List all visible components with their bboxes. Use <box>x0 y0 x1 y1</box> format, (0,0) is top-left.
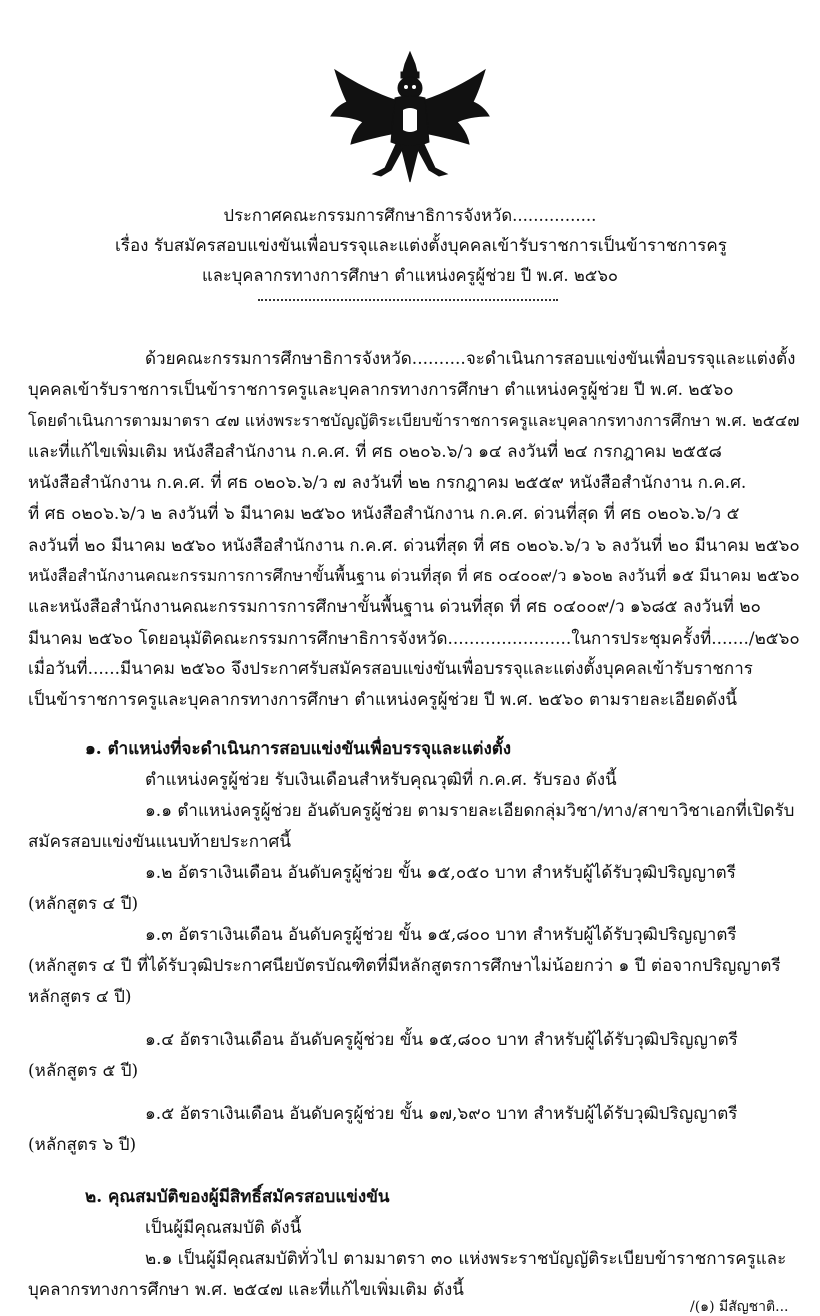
item-1-3-cont-2: หลักสูตร ๔ ปี) <box>28 987 132 1007</box>
item-1-4: ๑.๔ อัตราเงินเดือน อันดับครูผู้ช่วย ขั้น ๑๕,๘๐๐ บาท สำหรับผู้ได้รับวุฒิปริญญาตรี <box>145 1030 738 1050</box>
item-1-2-cont: (หลักสูตร ๔ ปี) <box>28 894 139 914</box>
body-line-10: มีนาคม ๒๕๖๐ โดยอนุมัติคณะกรรมการศึกษาธิการจังหวัด.......................ในการประชุมครั้งที่......./๒๕๖๐ <box>28 628 800 648</box>
body-line-3: โดยดำเนินการตามมาตรา ๔๗ แห่งพระราชบัญญัติระเบียบข้าราชการครูและบุคลากรทางการศึกษา พ.ศ. ๒๕๔๗ <box>28 411 800 430</box>
item-1-3: ๑.๓ อัตราเงินเดือน อันดับครูผู้ช่วย ขั้น ๑๕,๘๐๐ บาท สำหรับผู้ได้รับวุฒิปริญญาตรี <box>145 925 737 945</box>
body-line-1: ด้วยคณะกรรมการศึกษาธิการจังหวัด..........จะดำเนินการสอบแข่งขันเพื่อบรรจุและแต่งตั้ง <box>145 349 796 369</box>
section-1-heading: ๑. ตำแหน่งที่จะดำเนินการสอบแข่งขันเพื่อบรรจุและแต่งตั้ง <box>85 739 512 759</box>
section-2-heading: ๒. คุณสมบัติของผู้มีสิทธิ์สมัครสอบแข่งขัน <box>85 1187 390 1207</box>
body-line-8: หนังสือสำนักงานคณะกรรมการการศึกษาขั้นพื้นฐาน ด่วนที่สุด ที่ ศธ ๐๔๐๐๙/ว ๑๖๐๒ ลงวันที่ ๑๕ มีนาคม ๒๕๖๐ <box>28 566 800 585</box>
item-1-4-cont: (หลักสูตร ๕ ปี) <box>28 1061 139 1081</box>
body-line-5: หนังสือสำนักงาน ก.ค.ศ. ที่ ศธ ๐๒๐๖.๖/ว ๗ ลงวันที่ ๒๒ กรกฎาคม ๒๕๕๙ หนังสือสำนักงาน ก.ค.ศ. <box>28 473 747 493</box>
header-title: ประกาศคณะกรรมการศึกษาธิการจังหวัด................ <box>223 206 597 225</box>
header-subject: เรื่อง รับสมัครสอบแข่งขันเพื่อบรรจุและแต่งตั้งบุคคลเข้ารับราชการเป็นข้าราชการครู <box>115 236 727 256</box>
item-1-3-cont: (หลักสูตร ๔ ปี ที่ได้รับวุฒิประกาศนียบัตรบัณฑิตที่มีหลักสูตรการศึกษาไม่น้อยกว่า ๑ ปี ต่อจากปริญญาตรี <box>28 956 781 976</box>
body-line-4: และที่แก้ไขเพิ่มเติม หนังสือสำนักงาน ก.ค.ศ. ที่ ศธ ๐๒๐๖.๖/ว ๑๔ ลงวันที่ ๒๔ กรกฎาคม ๒๕๕๘ <box>28 442 722 462</box>
body-line-2: บุคคลเข้ารับราชการเป็นข้าราชการครูและบุคลากรทางการศึกษา ตำแหน่งครูผู้ช่วย ปี พ.ศ. ๒๕๖๐ <box>28 380 734 400</box>
section-2-intro: เป็นผู้มีคุณสมบัติ ดังนี้ <box>145 1218 302 1238</box>
section-1-intro: ตำแหน่งครูผู้ช่วย รับเงินเดือนสำหรับคุณวุฒิที่ ก.ค.ศ. รับรอง ดังนี้ <box>145 770 617 790</box>
item-2-1-cont: บุคลากรทางการศึกษา พ.ศ. ๒๕๔๗ และที่แก้ไขเพิ่มเติม ดังนี้ <box>28 1280 464 1300</box>
body-line-6: ที่ ศธ ๐๒๐๖.๖/ว ๒ ลงวันที่ ๖ มีนาคม ๒๕๖๐ หนังสือสำนักงาน ก.ค.ศ. ด่วนที่สุด ที่ ศธ ๐๒๐๖.๖/ว ๕ <box>28 504 740 524</box>
garuda-emblem-icon <box>325 50 495 188</box>
item-1-5-cont: (หลักสูตร ๖ ปี) <box>28 1135 137 1155</box>
body-line-7: ลงวันที่ ๒๐ มีนาคม ๒๕๖๐ หนังสือสำนักงาน ก.ค.ศ. ด่วนที่สุด ที่ ศธ ๐๒๐๖.๖/ว ๖ ลงวันที่ ๒๐ มีนาคม ๒๕๖๐ <box>28 535 800 555</box>
body-line-9: และหนังสือสำนักงานคณะกรรมการการศึกษาขั้นพื้นฐาน ด่วนที่สุด ที่ ศธ ๐๔๐๐๙/ว ๑๖๘๕ ลงวันที่ ๒๐ <box>28 597 761 617</box>
page-continuation: /(๑) มีสัญชาติ... <box>690 1299 789 1315</box>
item-1-1-cont: สมัครสอบแข่งขันแนบท้ายประกาศนี้ <box>28 832 291 852</box>
item-1-1: ๑.๑ ตำแหน่งครูผู้ช่วย อันดับครูผู้ช่วย ตามรายละเอียดกลุ่มวิชา/ทาง/สาขาวิชาเอกที่เปิดรับ <box>145 801 795 821</box>
item-2-1: ๒.๑ เป็นผู้มีคุณสมบัติทั่วไป ตามมาตรา ๓๐ แห่งพระราชบัญญัติระเบียบข้าราชการครูและ <box>145 1249 787 1269</box>
item-1-5: ๑.๕ อัตราเงินเดือน อันดับครูผู้ช่วย ขั้น ๑๗,๖๙๐ บาท สำหรับผู้ได้รับวุฒิปริญญาตรี <box>145 1104 738 1124</box>
header-divider <box>258 299 558 301</box>
header-subject-cont: และบุคลากรทางการศึกษา ตำแหน่งครูผู้ช่วย ปี พ.ศ. ๒๕๖๐ <box>202 266 618 285</box>
item-1-2: ๑.๒ อัตราเงินเดือน อันดับครูผู้ช่วย ขั้น ๑๕,๐๕๐ บาท สำหรับผู้ได้รับวุฒิปริญญาตรี <box>145 863 736 883</box>
body-line-12: เป็นข้าราชการครูและบุคลากรทางการศึกษา ตำแหน่งครูผู้ช่วย ปี พ.ศ. ๒๕๖๐ ตามรายละเอียดดังนี้ <box>28 690 737 710</box>
body-line-11: เมื่อวันที่......มีนาคม ๒๕๖๐ จึงประกาศรับสมัครสอบแข่งขันเพื่อบรรจุและแต่งตั้งบุคคลเข้ารับราชการ <box>28 659 753 679</box>
